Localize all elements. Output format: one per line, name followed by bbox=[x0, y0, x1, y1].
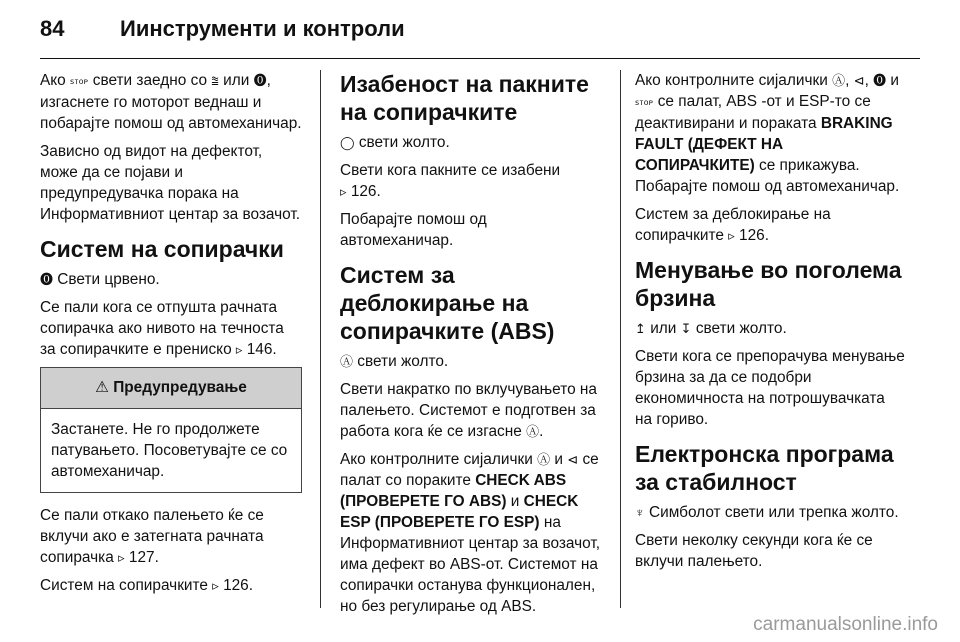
brake-pad-icon: ◯ bbox=[340, 135, 355, 150]
shift-down-icon: ↧ bbox=[680, 321, 692, 336]
paragraph: Побарајте помош од автомеханичар. bbox=[340, 211, 487, 249]
page-header bbox=[40, 10, 920, 50]
abs-icon: Ⓐ bbox=[537, 452, 551, 467]
page-ref-arrow-icon: ▹ bbox=[212, 578, 219, 593]
fluid-level-icon: ⩰ bbox=[211, 73, 219, 88]
column-divider bbox=[620, 70, 621, 608]
brake-circle-icon: ⓿ bbox=[873, 73, 887, 88]
abs-icon: Ⓐ bbox=[832, 73, 846, 88]
paragraph: Систем на сопирачките ▹ 126. bbox=[40, 577, 254, 594]
section-heading-shift: Менување во поголема брзина bbox=[635, 257, 902, 311]
paragraph: Систем за деблокирање на сопирачките ▹ 126. bbox=[635, 206, 831, 244]
stop-icon: ꜱᴛᴏᴘ bbox=[70, 77, 89, 86]
paragraph: ↥ или ↧ свети жолто. bbox=[635, 320, 787, 337]
paragraph: ♆ Симболот свети или трепка жолто. bbox=[635, 504, 899, 521]
esp-icon: ♆ bbox=[635, 505, 645, 520]
paragraph: Свети кога се препорачува менување брзина за да се подобри економичноста на потрошувачката на гориво. bbox=[635, 348, 905, 428]
warning-text: Застанете. Не го продолжете патувањето. Посоветувајте се со автомеханичар. bbox=[51, 421, 288, 480]
page-title: Иинструменти и контроли bbox=[120, 16, 405, 41]
column-1 bbox=[40, 70, 302, 603]
header-rule bbox=[40, 58, 920, 59]
traction-control-icon: ⊲ bbox=[853, 73, 865, 88]
paragraph: Свети накратко по вклучувањето на палењето. Системот е подготвен за работа кога ќе се изгасне Ⓐ. bbox=[340, 381, 597, 440]
paragraph: Се пали кога се отпушта рачната сопирачка ако нивото на течноста за сопирачките е прениско ▹ 146. bbox=[40, 299, 284, 358]
shift-up-icon: ↥ bbox=[635, 321, 646, 336]
page-ref-arrow-icon: ▹ bbox=[118, 550, 125, 565]
paragraph: Се пали откако палењето ќе се вклучи ако е затегната рачната сопирачка ▹ 127. bbox=[40, 507, 264, 566]
page-number: 84 bbox=[40, 16, 65, 41]
page-ref-arrow-icon: ▹ bbox=[340, 184, 347, 199]
section-heading-brake-wear: Изабеност на пакните на сопирачките bbox=[340, 71, 589, 125]
paragraph: Зависно од видот на дефектот, може да се појави и предупредувачка порака на Информативниот центар за возачот. bbox=[40, 143, 301, 223]
paragraph: Ако ꜱᴛᴏᴘ свети заедно со ⩰ или ⓿, изгаснете го моторот веднаш и побарајте помош од автомеханичар. bbox=[40, 72, 302, 132]
paragraph: Ако контролните сијалички Ⓐ и ⊲ се палат со пораките CHECK ABS (ПРОВЕРЕТЕ ГО ABS) и CHECK ESP (ПРОВЕРЕТЕ ГО ESP) на Информативниот центар за возачот, има дефект во ABS-от. Системот на сопирачки останува функционален, но без регулирање од ABS. bbox=[340, 451, 601, 615]
brake-warning-icon: ⓿ bbox=[40, 272, 54, 287]
paragraph: ⓿ Свети црвено. bbox=[40, 271, 160, 288]
warning-box bbox=[40, 367, 302, 493]
warning-triangle-icon: ⚠ bbox=[95, 379, 109, 396]
column-2 bbox=[340, 70, 604, 624]
warning-header: ⚠ Предупредување bbox=[41, 368, 301, 409]
watermark: carmanualsonline.info bbox=[753, 614, 938, 635]
paragraph: Ⓐ свети жолто. bbox=[340, 353, 449, 370]
column-3 bbox=[635, 70, 905, 579]
brake-circle-icon: ⓿ bbox=[253, 73, 267, 88]
stop-icon: ꜱᴛᴏᴘ bbox=[635, 98, 654, 107]
page-ref-arrow-icon: ▹ bbox=[728, 228, 735, 243]
traction-control-icon: ⊲ bbox=[567, 452, 579, 467]
abs-icon: Ⓐ bbox=[340, 354, 354, 369]
column-divider bbox=[320, 70, 321, 608]
paragraph: Свети неколку секунди кога ќе се вклучи палењето. bbox=[635, 532, 873, 570]
section-heading-brakes: Систем на сопирачки bbox=[40, 236, 284, 262]
paragraph: ◯ свети жолто. bbox=[340, 134, 450, 151]
paragraph: Свети кога пакните се изабени ▹ 126. bbox=[340, 162, 561, 200]
section-heading-esp: Електронска програма за стабилност bbox=[635, 441, 894, 495]
page-ref-arrow-icon: ▹ bbox=[235, 342, 243, 357]
section-heading-abs: Систем за деблокирање на сопирачките (ABS) bbox=[340, 262, 555, 344]
abs-icon: Ⓐ bbox=[526, 424, 540, 439]
paragraph: Ако контролните сијалички Ⓐ, ⊲, ⓿ и ꜱᴛᴏᴘ се палат, ABS -от и ESP-то се деактивирани и пораката BRAKING FAULT (ДЕФЕКТ НА СОПИРАЧКИТЕ) се прикажува. Побарајте помош од автомеханичар. bbox=[635, 72, 900, 195]
